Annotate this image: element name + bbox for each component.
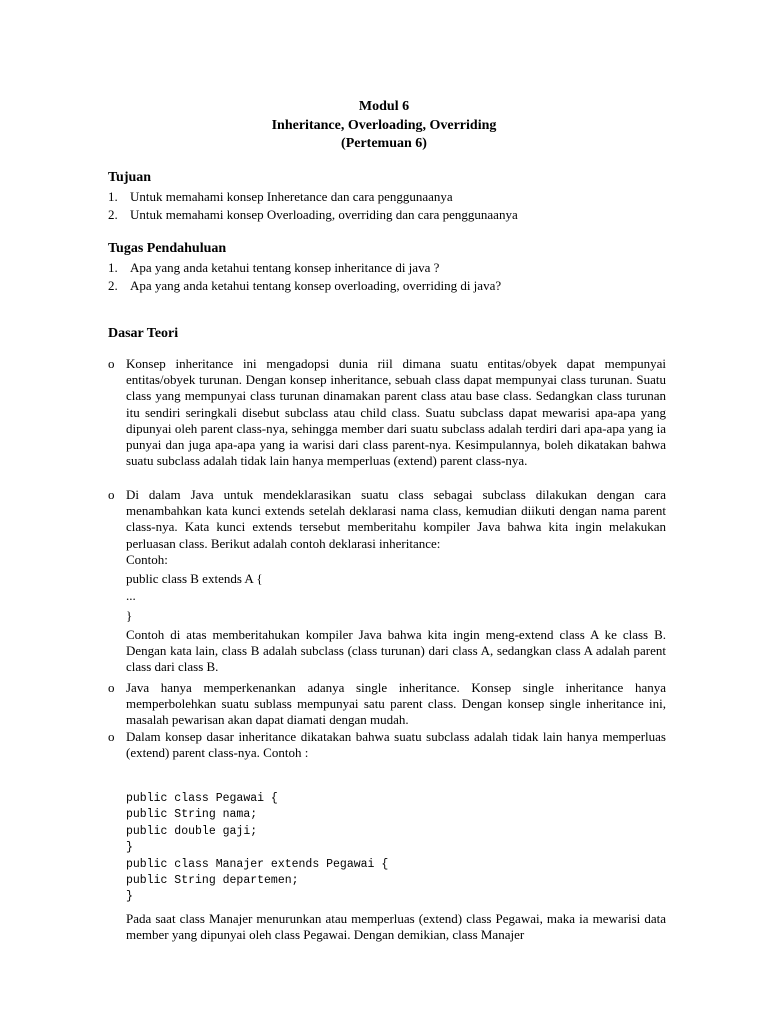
bullet-marker: o xyxy=(108,487,115,502)
list-text: Apa yang anda ketahui tentang konsep inheritance di java ? xyxy=(130,260,440,275)
section-title-tugas: Tugas Pendahuluan xyxy=(108,241,227,256)
list-text: Apa yang anda ketahui tentang konsep overloading, overriding di java? xyxy=(130,278,502,293)
paragraph-text: Dalam konsep dasar inheritance dikatakan bahwa suatu subclass adalah tidak lain hanya memperluas (extend) parent class-nya. Contoh : xyxy=(126,729,666,761)
list-item xyxy=(108,277,668,295)
bullet-marker: o xyxy=(108,729,115,744)
list-text: Untuk memahami konsep Overloading, overriding dan cara penggunaanya xyxy=(130,207,518,222)
tujuan-list xyxy=(108,188,668,224)
paragraph-text: Pada saat class Manajer menurunkan atau memperluas (extend) class Pegawai, maka ia mewarisi data member yang dipunyai oleh class Pegawai. Dengan demikian, class Manajer xyxy=(126,911,666,943)
paragraph-text: Java hanya memperkenankan adanya single inheritance. Konsep single inheritance hanya memperbolehkan suatu sublass mempunyai satu parent class. Dengan konsep single inheritance ini, masalah pewarisan akan dapat diamati dengan mudah. xyxy=(126,680,666,728)
list-item xyxy=(108,206,668,224)
list-number: 2. xyxy=(108,207,118,222)
bullet-paragraph xyxy=(108,729,666,761)
bullet-marker: o xyxy=(108,680,115,695)
paragraph-text: Di dalam Java untuk mendeklarasikan suatu class sebagai subclass dilakukan dengan cara menambahkan kata kunci extends setelah deklarasi nama class, kemudian diikuti dengan nama parent class-nya. Kata kunci extends tersebut memberitahu kompiler Java bahwa kita ingin melakukan perluasan class. Berikut adalah contoh deklarasi inheritance: xyxy=(126,487,666,551)
bullet-marker: o xyxy=(108,356,115,371)
list-item xyxy=(108,188,668,206)
bullet-paragraph xyxy=(108,487,666,552)
list-item xyxy=(108,259,668,277)
paragraph-text: Contoh di atas memberitahukan kompiler Java bahwa kita ingin meng-extend class A ke class B. Dengan kata lain, class B adalah subclass (class turunan) dari class A, sedangkan class A adalah parent class dari class B. xyxy=(126,627,666,675)
tugas-list xyxy=(108,259,668,295)
paragraph-text: Konsep inheritance ini mengadopsi dunia riil dimana suatu entitas/obyek dapat mempunyai entitas/obyek turunan. Dengan konsep inheritance, sebuah class dapat mempunyai class turunan. Suatu class yang mempunyai class turunan dinamakan parent class atau base class. Sedangkan class turunan itu sendiri seringkali disebut subclass atau child class. Suatu subclass dapat mewarisi apa-apa yang dipunyai oleh parent class-nya, sehingga member dari suatu subclass adalah terdiri dari apa-apa yang ia punyai dan juga apa-apa yang ia warisi dari class parent-nya. Kesimpulannya, boleh dikatakan bahwa suatu subclass adalah tidak lain hanya memperluas (extend) parent class-nya. xyxy=(126,356,666,469)
bullet-paragraph xyxy=(108,680,666,729)
module-header xyxy=(0,98,768,154)
module-subtitle: Inheritance, Overloading, Overriding xyxy=(271,117,497,133)
code-line: } xyxy=(126,608,133,623)
section-title-tujuan: Tujuan xyxy=(108,170,152,185)
list-number: 1. xyxy=(108,189,118,204)
module-session: (Pertemuan 6) xyxy=(341,136,427,151)
code-block: public class Pegawai { public String nama; public double gaji; } public class Manajer extends Pegawai { public String departemen; } xyxy=(126,792,389,904)
module-title: Modul 6 xyxy=(358,99,410,114)
code-line: public class B extends A { xyxy=(126,571,263,586)
list-number: 2. xyxy=(108,278,118,293)
code-line: ... xyxy=(126,588,136,603)
list-text: Untuk memahami konsep Inheretance dan cara penggunaanya xyxy=(130,189,453,204)
section-title-dasar-teori: Dasar Teori xyxy=(108,326,179,341)
bullet-paragraph xyxy=(108,356,666,469)
list-number: 1. xyxy=(108,260,118,275)
contoh-label: Contoh: xyxy=(126,552,168,567)
